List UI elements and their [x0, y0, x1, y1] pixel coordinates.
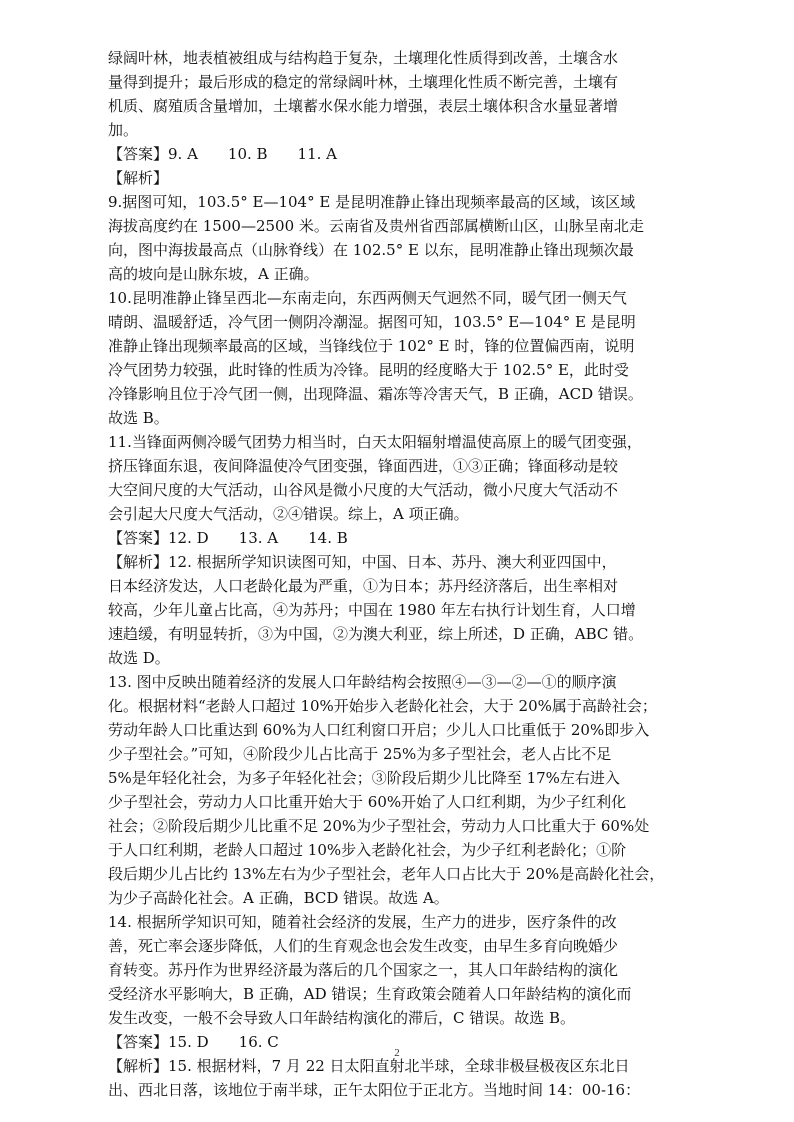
- answer-line-15-16: 【答案】15. D 16. C: [108, 1033, 279, 1051]
- analysis-heading: 【解析】: [108, 169, 169, 187]
- analysis-q10: 10.昆明准静止锋呈西北—东南走向，东西两侧天气迥然不同，暖气团一侧天气 晴朗、温暖舒适，冷气团一侧阴冷潮湿。据图可知，103.5° E—104° E 是昆明 准静止锋出现频率最高的区域，当锋线位于 102° E 时，锋的位置偏西南，说明 冷气团势力较强，此时锋的性质为冷锋。昆明的经度略大于 102.5° E，此时受 冷锋影响且位于冷气团一侧，出现降温、霜冻等冷害天气，B 正确，ACD 错误。 故选 B。: [108, 289, 643, 427]
- analysis-q15: 【解析】15. 根据材料，7 月 22 日太阳直射北半球，全球非极昼极夜区东北日 出、西北日落，该地位于南半球，正午太阳位于正北方。当地时间 14：00-16：: [108, 1057, 641, 1099]
- analysis-q12: 【解析】12. 根据所学知识读图可知，中国、日本、苏丹、澳大利亚四国中， 日本经济发达，人口老龄化最为严重，①为日本；苏丹经济落后，出生率相对 较高，少年儿童占比高，④为苏丹；中国在 1980 年左右执行计划生育，人口增 速趋缓，有明显转折，③为中国，②为澳大利亚，综上所述，D 正确，ABC 错。 故选 D。: [108, 553, 644, 667]
- paragraph-continuation: 绿阔叶林，地表植被组成与结构趋于复杂，土壤理化性质得到改善，土壤含水 量得到提升；最后形成的稳定的常绿阔叶林，土壤理化性质不断完善，土壤有 机质、腐殖质含量增加，土壤蓄水保水能力增强，表层土壤体积含水量显著增 加。: [108, 49, 619, 139]
- analysis-q14: 14. 根据所学知识可知，随着社会经济的发展，生产力的进步，医疗条件的改 善，死亡率会逐步降低，人们的生育观念也会发生改变，由早生多育向晚婚少 育转变。苏丹作为世界经济最为落后的几个国家之一，其人口年龄结构的演化 受经济水平影响大，B 正确，AD 错误；生育政策会随着人口年龄结构的演化而 发生改变，一般不会导致人口年龄结构演化的滞后，C 错误。故选 B。: [108, 913, 632, 1027]
- page-number: 2: [394, 1047, 400, 1059]
- answer-line-12-14: 【答案】12. D 13. A 14. B: [108, 529, 348, 547]
- analysis-q13: 13. 图中反映出随着经济的发展人口年龄结构会按照④—③—②—①的顺序演 化。根据材料“老龄人口超过 10%开始步入老龄化社会，大于 20%属于高龄社会； 劳动年龄人口比重达到 60%为人口红利窗口开启；少儿人口比重低于 20%即步入 少子型社会。”可知，④阶段少儿占比高于 25%为多子型社会，老人占比不足 5%是年轻化社会，为多子年轻化社会；③阶段后期少儿比降至 17%左右进入 少子型社会，劳动力人口比重开始大于 60%开始了人口红利期，为少子红利化 社会；②阶段后期少儿比重不足 20%为少子型社会，劳动力人口比重大于 60%处 于人口红利期，老龄人口超过 10%步入老龄化社会，为少子红利老龄化；①阶 段后期少儿占比约 13%左右为少子型社会，老年人口占比大于 20%是高龄化社会， 为少子高龄化社会。A 正确，BCD 错误。故选 A。: [108, 673, 665, 907]
- page-content: [108, 46, 698, 1102]
- analysis-q9: 9.据图可知，103.5° E—104° E 是昆明准静止锋出现频率最高的区域，该区域 海拔高度约在 1500—2500 米。云南省及贵州省西部属横断山区，山脉呈南北走 向，图中海拔最高点（山脉脊线）在 102.5° E 以东，昆明准静止锋出现频次最 高的坡向是山脉东坡，A 正确。: [108, 193, 644, 283]
- analysis-q11: 11.当锋面两侧冷暖气团势力相当时，白天太阳辐射增温使高原上的暖气团变强， 挤压锋面东退，夜间降温使冷气团变强，锋面西进，①③正确；锋面移动是较 大空间尺度的大气活动，山谷风是微小尺度的大气活动，微小尺度大气活动不 会引起大尺度大气活动，②④错误。综上，A 项正确。: [108, 433, 642, 523]
- answer-line-9-11: 【答案】9. A 10. B 11. A: [108, 145, 338, 163]
